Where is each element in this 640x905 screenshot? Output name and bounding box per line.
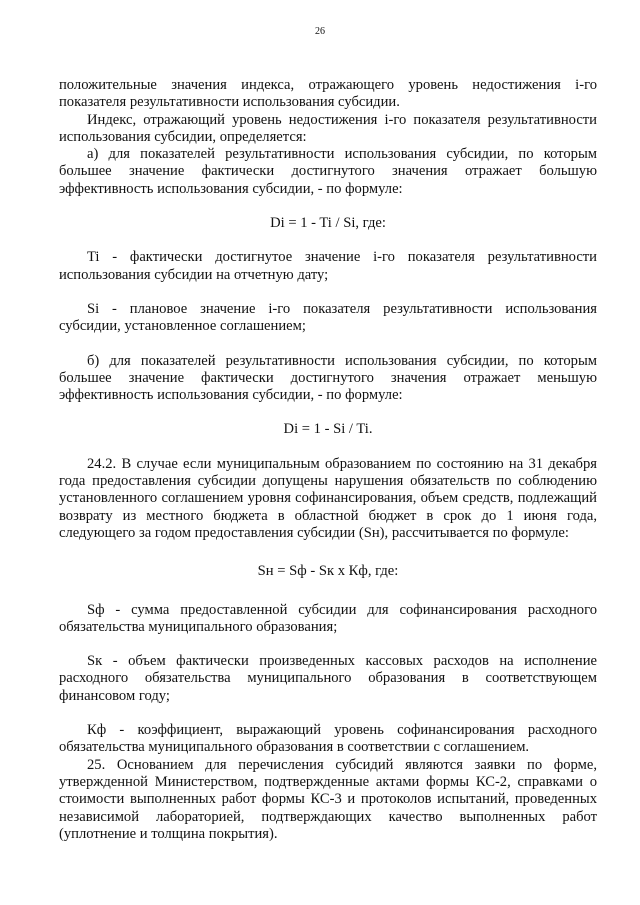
document-body (59, 77, 597, 843)
definition-paragraph: Si - плановое значение i-го показателя результативности использования субсидии, установленное соглашением; (59, 300, 597, 335)
definition-paragraph: Sк - объем фактически произведенных кассовых расходов на исполнение расходного обязательства муниципального образования в соответствующем финансовом году; (59, 653, 597, 704)
paragraph: а) для показателей результативности использования субсидии, по которым большее значение фактически достигнутого значения отражает большую эффективность использования субсидии, - по формуле: (59, 146, 597, 197)
paragraph: б) для показателей результативности использования субсидии, по которым большее значение фактически достигнутого значения отражает меньшую эффективность использования субсидии, - по формуле: (59, 352, 597, 404)
paragraph: Индекс, отражающий уровень недостижения i-го показателя результативности использования субсидии, определяется: (59, 111, 597, 145)
paragraph: 25. Основанием для перечисления субсидий являются заявки по форме, утвержденной Министерством, подтвержденные актами формы КС-2, справками о стоимости выполненных работ формы КС-3 и протоколов испытаний, проведенных независимой лабораторией, подтверждающих качество выполненных работ (уплотнение и толщина покрытия). (59, 756, 597, 842)
formula: Di = 1 - Ti / Si, где: (270, 215, 386, 232)
definition-paragraph: Sф - сумма предоставленной субсидии для софинансирования расходного обязательства муниципального образования; (59, 601, 597, 635)
formula: Sн = Sф - Sк х Кф, где: (257, 563, 399, 580)
paragraph: положительные значения индекса, отражающего уровень недостижения i-го показателя результативности использования субсидии. (59, 77, 597, 111)
formula: Di = 1 - Si / Ti. (283, 421, 373, 438)
definition-paragraph: Кф - коэффициент, выражающий уровень софинансирования расходного обязательства муниципального образования в соответствии с соглашением. (59, 722, 597, 756)
paragraph: 24.2. В случае если муниципальным образованием по состоянию на 31 декабря года предоставления субсидии допущены нарушения обязательств по соблюдению установленного соглашением уровня софинансирования, объем средств, подлежащий возврату из местного бюджета в областной бюджет в срок до 1 июня года, следующего за годом предоставления субсидии (Sн), рассчитывается по формуле: (59, 455, 597, 541)
page-number: 26 (315, 26, 325, 37)
definition-paragraph: Ti - фактически достигнутое значение i-го показателя результативности использования субсидии на отчетную дату; (59, 249, 597, 283)
